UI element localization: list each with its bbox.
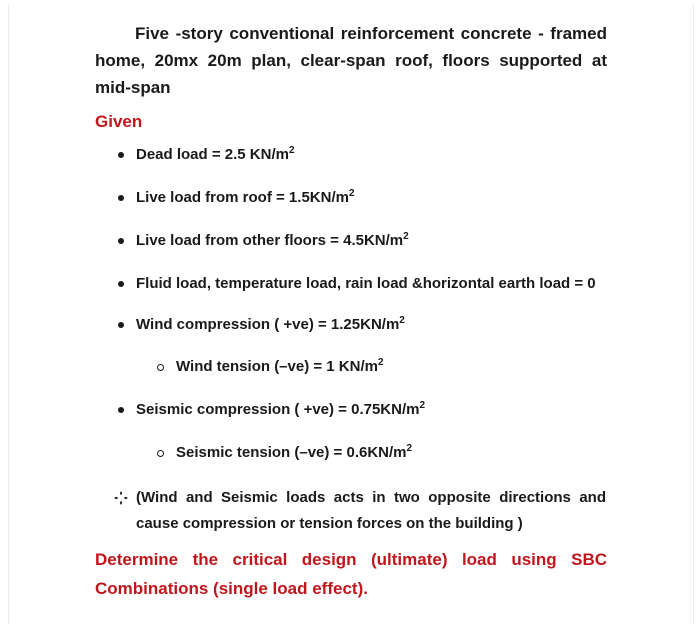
- load-item-fluid: [136, 275, 596, 292]
- load-exponent: 2: [403, 231, 409, 242]
- load-exponent: 2: [406, 443, 413, 454]
- problem-intro: [95, 20, 607, 101]
- load-text: Wind tension (–ve) = 1 KN/m: [176, 358, 378, 375]
- intro-text: Five -story conventional reinforcement concrete - framed home, 20mx 20m plan, clear-span roof, floors supported at mid-span: [95, 24, 607, 97]
- load-text: Seismic tension (–ve) = 0.6KN/m: [176, 444, 407, 461]
- load-item-live-roof: [136, 189, 355, 206]
- load-text: Live load from roof = 1.5KN/m: [136, 189, 349, 206]
- load-text: Wind compression ( +ve) = 1.25KN/m: [136, 316, 400, 333]
- load-item-wind-compression: [136, 316, 405, 333]
- load-item-dead: [136, 146, 295, 163]
- load-exponent: 2: [419, 400, 426, 411]
- diamond-star-icon: [114, 491, 128, 505]
- load-text: Fluid load, temperature load, rain load &horizontal earth load = 0: [136, 275, 596, 292]
- load-text: Seismic compression ( +ve) = 0.75KN/m: [136, 401, 420, 418]
- load-item-wind-tension: [176, 358, 384, 375]
- load-exponent: 2: [348, 188, 355, 199]
- load-exponent: 2: [288, 145, 295, 156]
- load-direction-note: [136, 485, 606, 537]
- load-item-seismic-compression: [136, 401, 425, 418]
- given-heading: Given: [95, 112, 143, 131]
- load-exponent: 2: [399, 315, 405, 326]
- note-text: (Wind and Seismic loads acts in two opposite directions and cause compression or tension forces on the building ): [136, 489, 606, 532]
- load-exponent: 2: [377, 357, 384, 368]
- task-statement: Determine the critical design (ultimate) load using SBC Combinations (single load effect).: [95, 550, 607, 598]
- load-text: Live load from other floors = 4.5KN/m: [136, 232, 404, 249]
- load-item-seismic-tension: [176, 444, 412, 461]
- load-text: Dead load = 2.5 KN/m: [136, 146, 289, 163]
- load-item-live-floors: [136, 232, 409, 249]
